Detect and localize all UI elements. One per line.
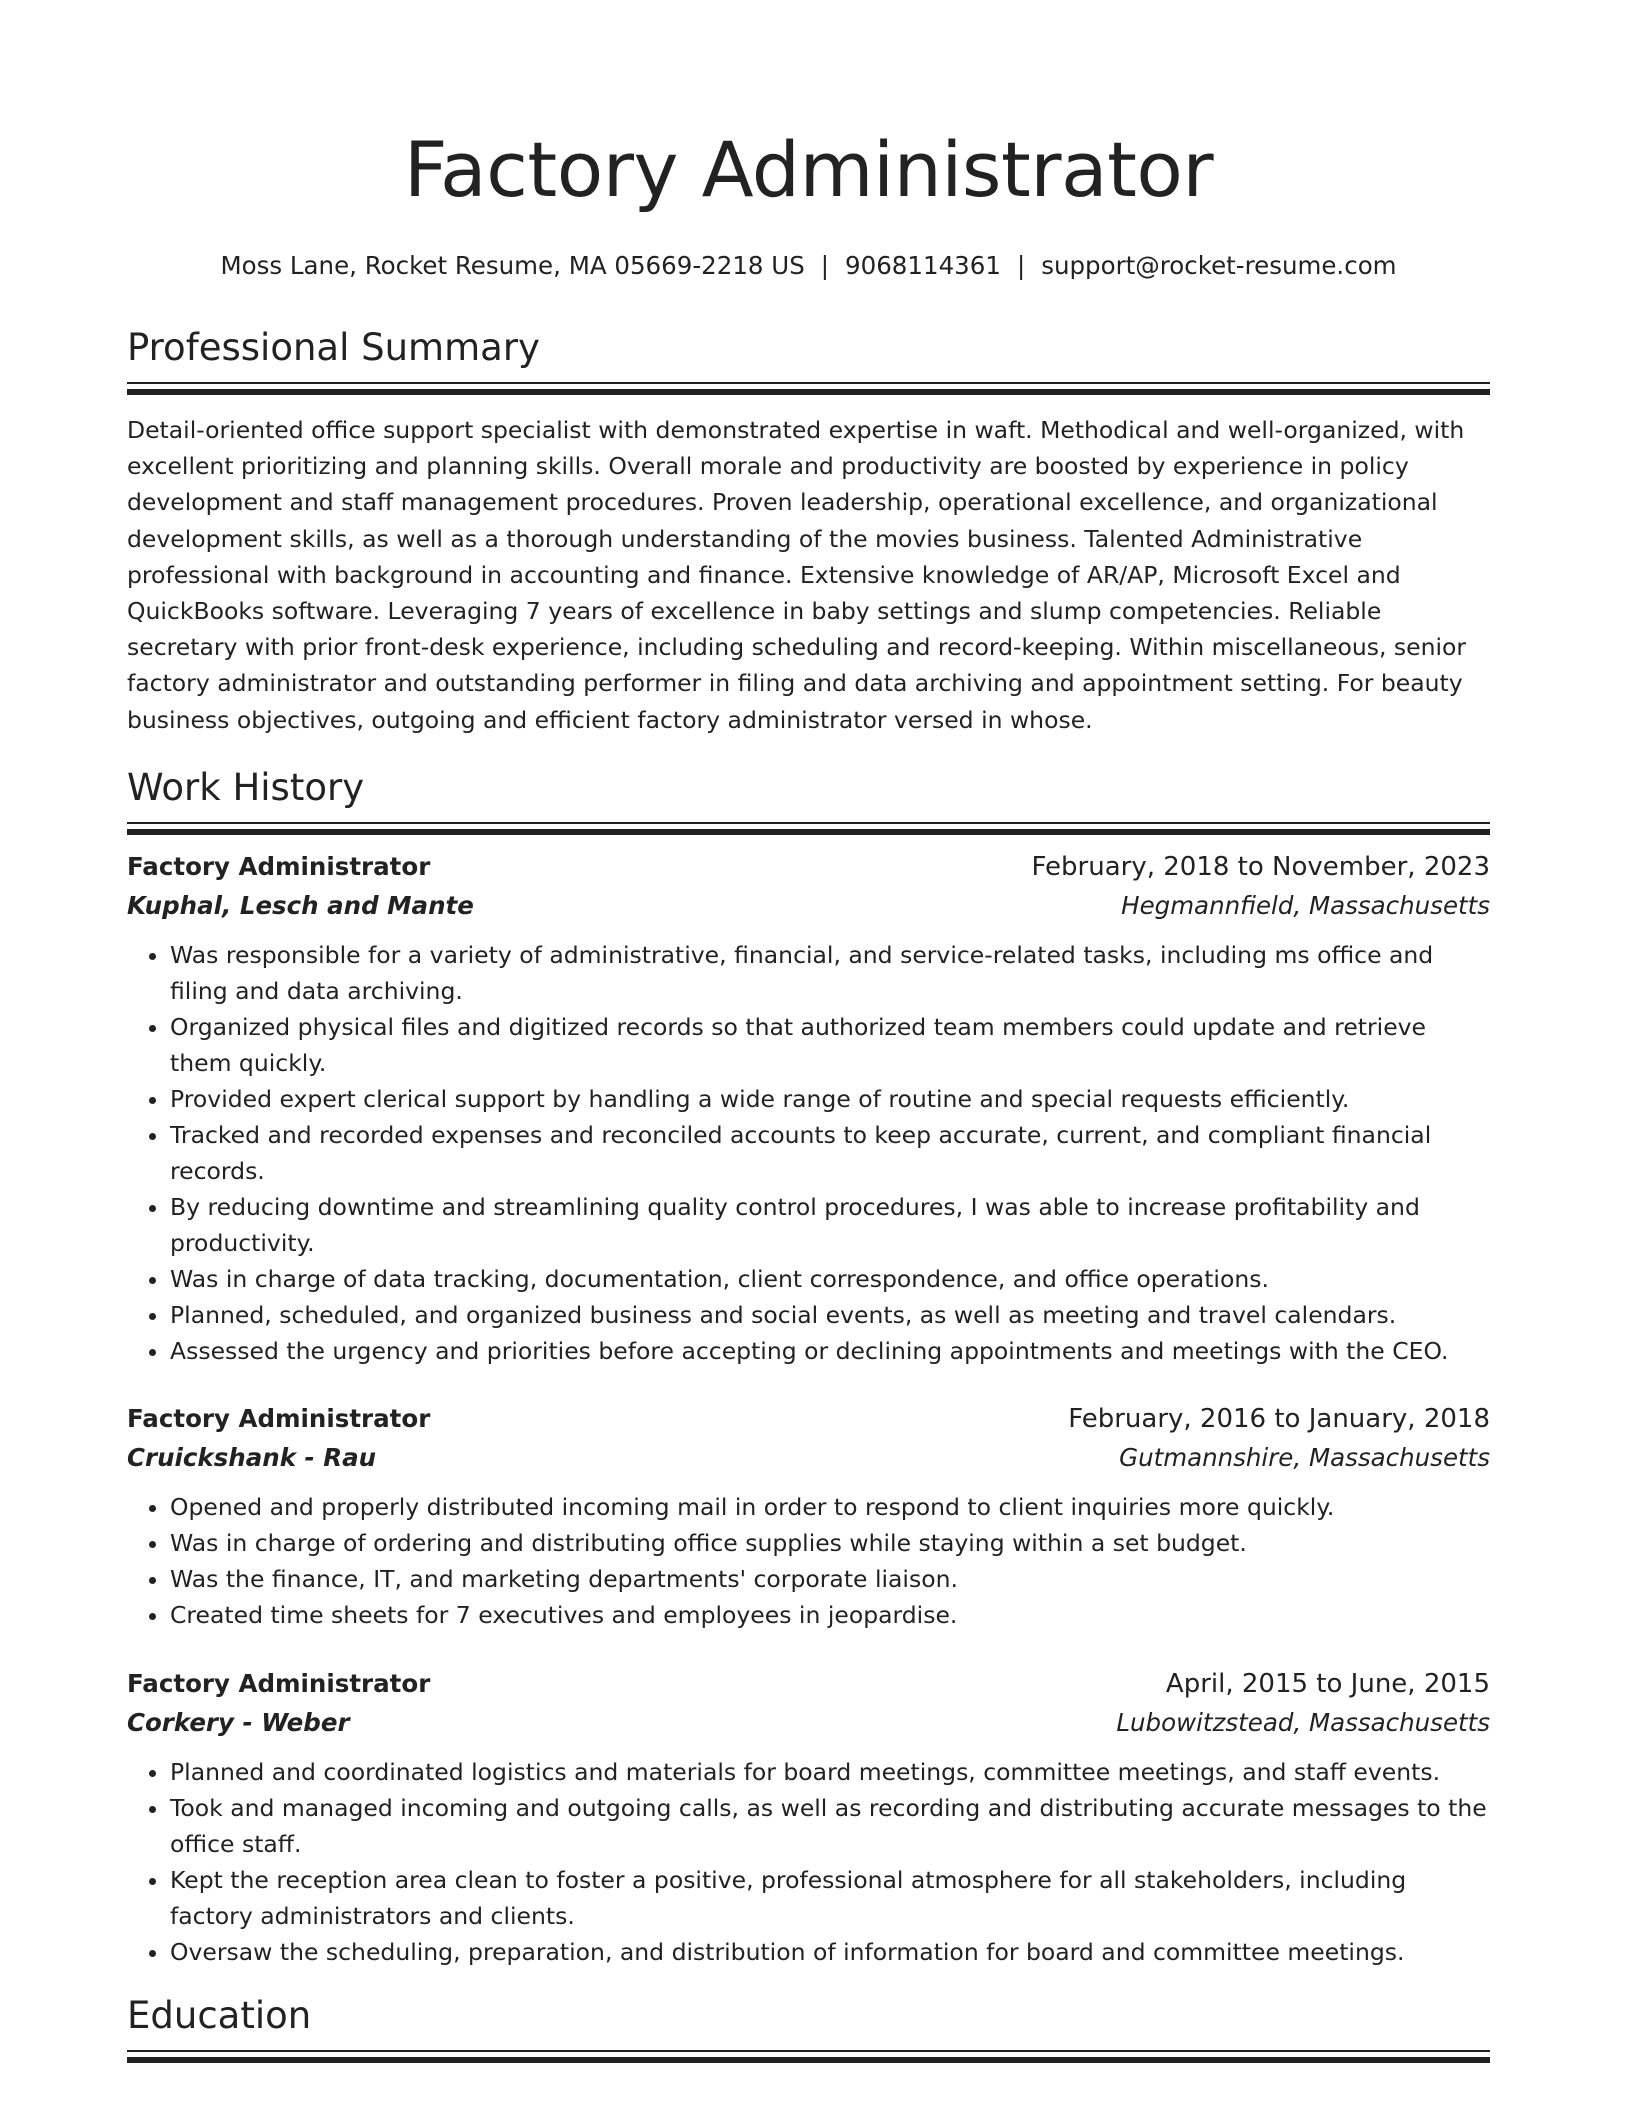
job-bullet: • Oversaw the scheduling, preparation, and distribution of information for board and committee meetings. <box>170 1934 1490 1970</box>
job-dates: February, 2018 to November, 2023 <box>1031 851 1490 882</box>
job-title: Factory Administrator <box>127 1668 431 1698</box>
contact-separator: | <box>1016 251 1026 280</box>
section-divider <box>127 382 1490 396</box>
job-company: Cruickshank - Rau <box>127 1442 377 1472</box>
section-title-work-history: Work History <box>127 765 365 809</box>
contact-phone: 9068114361 <box>845 251 1001 280</box>
job-entry <box>127 848 1490 1369</box>
job-bullet-list <box>127 937 1490 1369</box>
job-bullet: • By reducing downtime and streamlining quality control procedures, I was able to increase profitability and productivity. <box>170 1189 1490 1261</box>
job-entry <box>127 1400 1490 1633</box>
job-bullet: • Tracked and recorded expenses and reconciled accounts to keep accurate, current, and compliant financial records. <box>170 1117 1490 1189</box>
job-dates: February, 2016 to January, 2018 <box>1068 1403 1490 1434</box>
section-divider <box>127 2050 1490 2064</box>
job-location: Lubowitzstead, Massachusetts <box>1116 1707 1490 1737</box>
job-bullet: • Provided expert clerical support by handling a wide range of routine and special requests efficiently. <box>170 1081 1490 1117</box>
job-location: Hegmannfield, Massachusetts <box>1121 890 1490 920</box>
section-title-education: Education <box>127 1993 312 2037</box>
job-bullet: • Created time sheets for 7 executives and employees in jeopardise. <box>170 1597 1490 1633</box>
resume-page <box>127 0 1490 2064</box>
job-title: Factory Administrator <box>127 851 431 881</box>
resume-name: Factory Administrator <box>403 125 1214 214</box>
section-title-summary: Professional Summary <box>127 326 540 369</box>
job-company: Corkery - Weber <box>127 1707 350 1737</box>
job-bullet: • Planned, scheduled, and organized business and social events, as well as meeting and travel calendars. <box>170 1297 1490 1333</box>
job-entry <box>127 1665 1490 1970</box>
contact-separator: | <box>820 251 830 280</box>
job-bullet-list <box>127 1489 1490 1633</box>
contact-address: Moss Lane, Rocket Resume, MA 05669-2218 US <box>220 251 805 280</box>
job-bullet: • Organized physical files and digitized records so that authorized team members could update and retrieve them quickly. <box>170 1009 1490 1081</box>
job-bullet: • Was the finance, IT, and marketing departments' corporate liaison. <box>170 1561 1490 1597</box>
job-bullet-list <box>127 1754 1490 1970</box>
job-bullet: • Was in charge of ordering and distributing office supplies while staying within a set budget. <box>170 1525 1490 1561</box>
contact-email: support@rocket-resume.com <box>1041 251 1397 280</box>
job-bullet: • Took and managed incoming and outgoing calls, as well as recording and distributing accurate messages to the office staff. <box>170 1790 1490 1862</box>
job-dates: April, 2015 to June, 2015 <box>1165 1668 1490 1699</box>
job-bullet: • Was in charge of data tracking, documentation, client correspondence, and office operations. <box>170 1261 1490 1297</box>
contact-line <box>127 250 1490 282</box>
summary-paragraph: Detail-oriented office support specialist with demonstrated expertise in waft. Methodical and well-organized, with excellent prioritizing and planning skills. Overall morale and productivity are boosted by experience in policy development and staff management procedures. Proven leadership, operational excellence, and organizational development skills, as well as a thorough understanding of the movies business. Talented Administrative professional with background in accounting and finance. Extensive knowledge of AR/AP, Microsoft Excel and QuickBooks software. Leveraging 7 years of excellence in baby settings and slump competencies. Reliable secretary with prior front-desk experience, including scheduling and record-keeping. Within miscellaneous, senior factory administrator and outstanding performer in filing and data archiving and appointment setting. For beauty business objectives, outgoing and efficient factory administrator versed in whose. <box>127 416 1467 734</box>
job-location: Gutmannshire, Massachusetts <box>1119 1442 1490 1472</box>
job-company: Kuphal, Lesch and Mante <box>127 890 474 920</box>
job-bullet: • Assessed the urgency and priorities before accepting or declining appointments and meetings with the CEO. <box>170 1333 1490 1369</box>
job-title: Factory Administrator <box>127 1403 431 1433</box>
job-bullet: • Was responsible for a variety of administrative, financial, and service-related tasks, including ms office and filing and data archiving. <box>170 937 1490 1009</box>
job-bullet: • Planned and coordinated logistics and materials for board meetings, committee meetings, and staff events. <box>170 1754 1490 1790</box>
job-bullet: • Kept the reception area clean to foster a positive, professional atmosphere for all stakeholders, including factory administrators and clients. <box>170 1862 1490 1934</box>
section-divider <box>127 822 1490 836</box>
job-bullet: • Opened and properly distributed incoming mail in order to respond to client inquiries more quickly. <box>170 1489 1490 1525</box>
